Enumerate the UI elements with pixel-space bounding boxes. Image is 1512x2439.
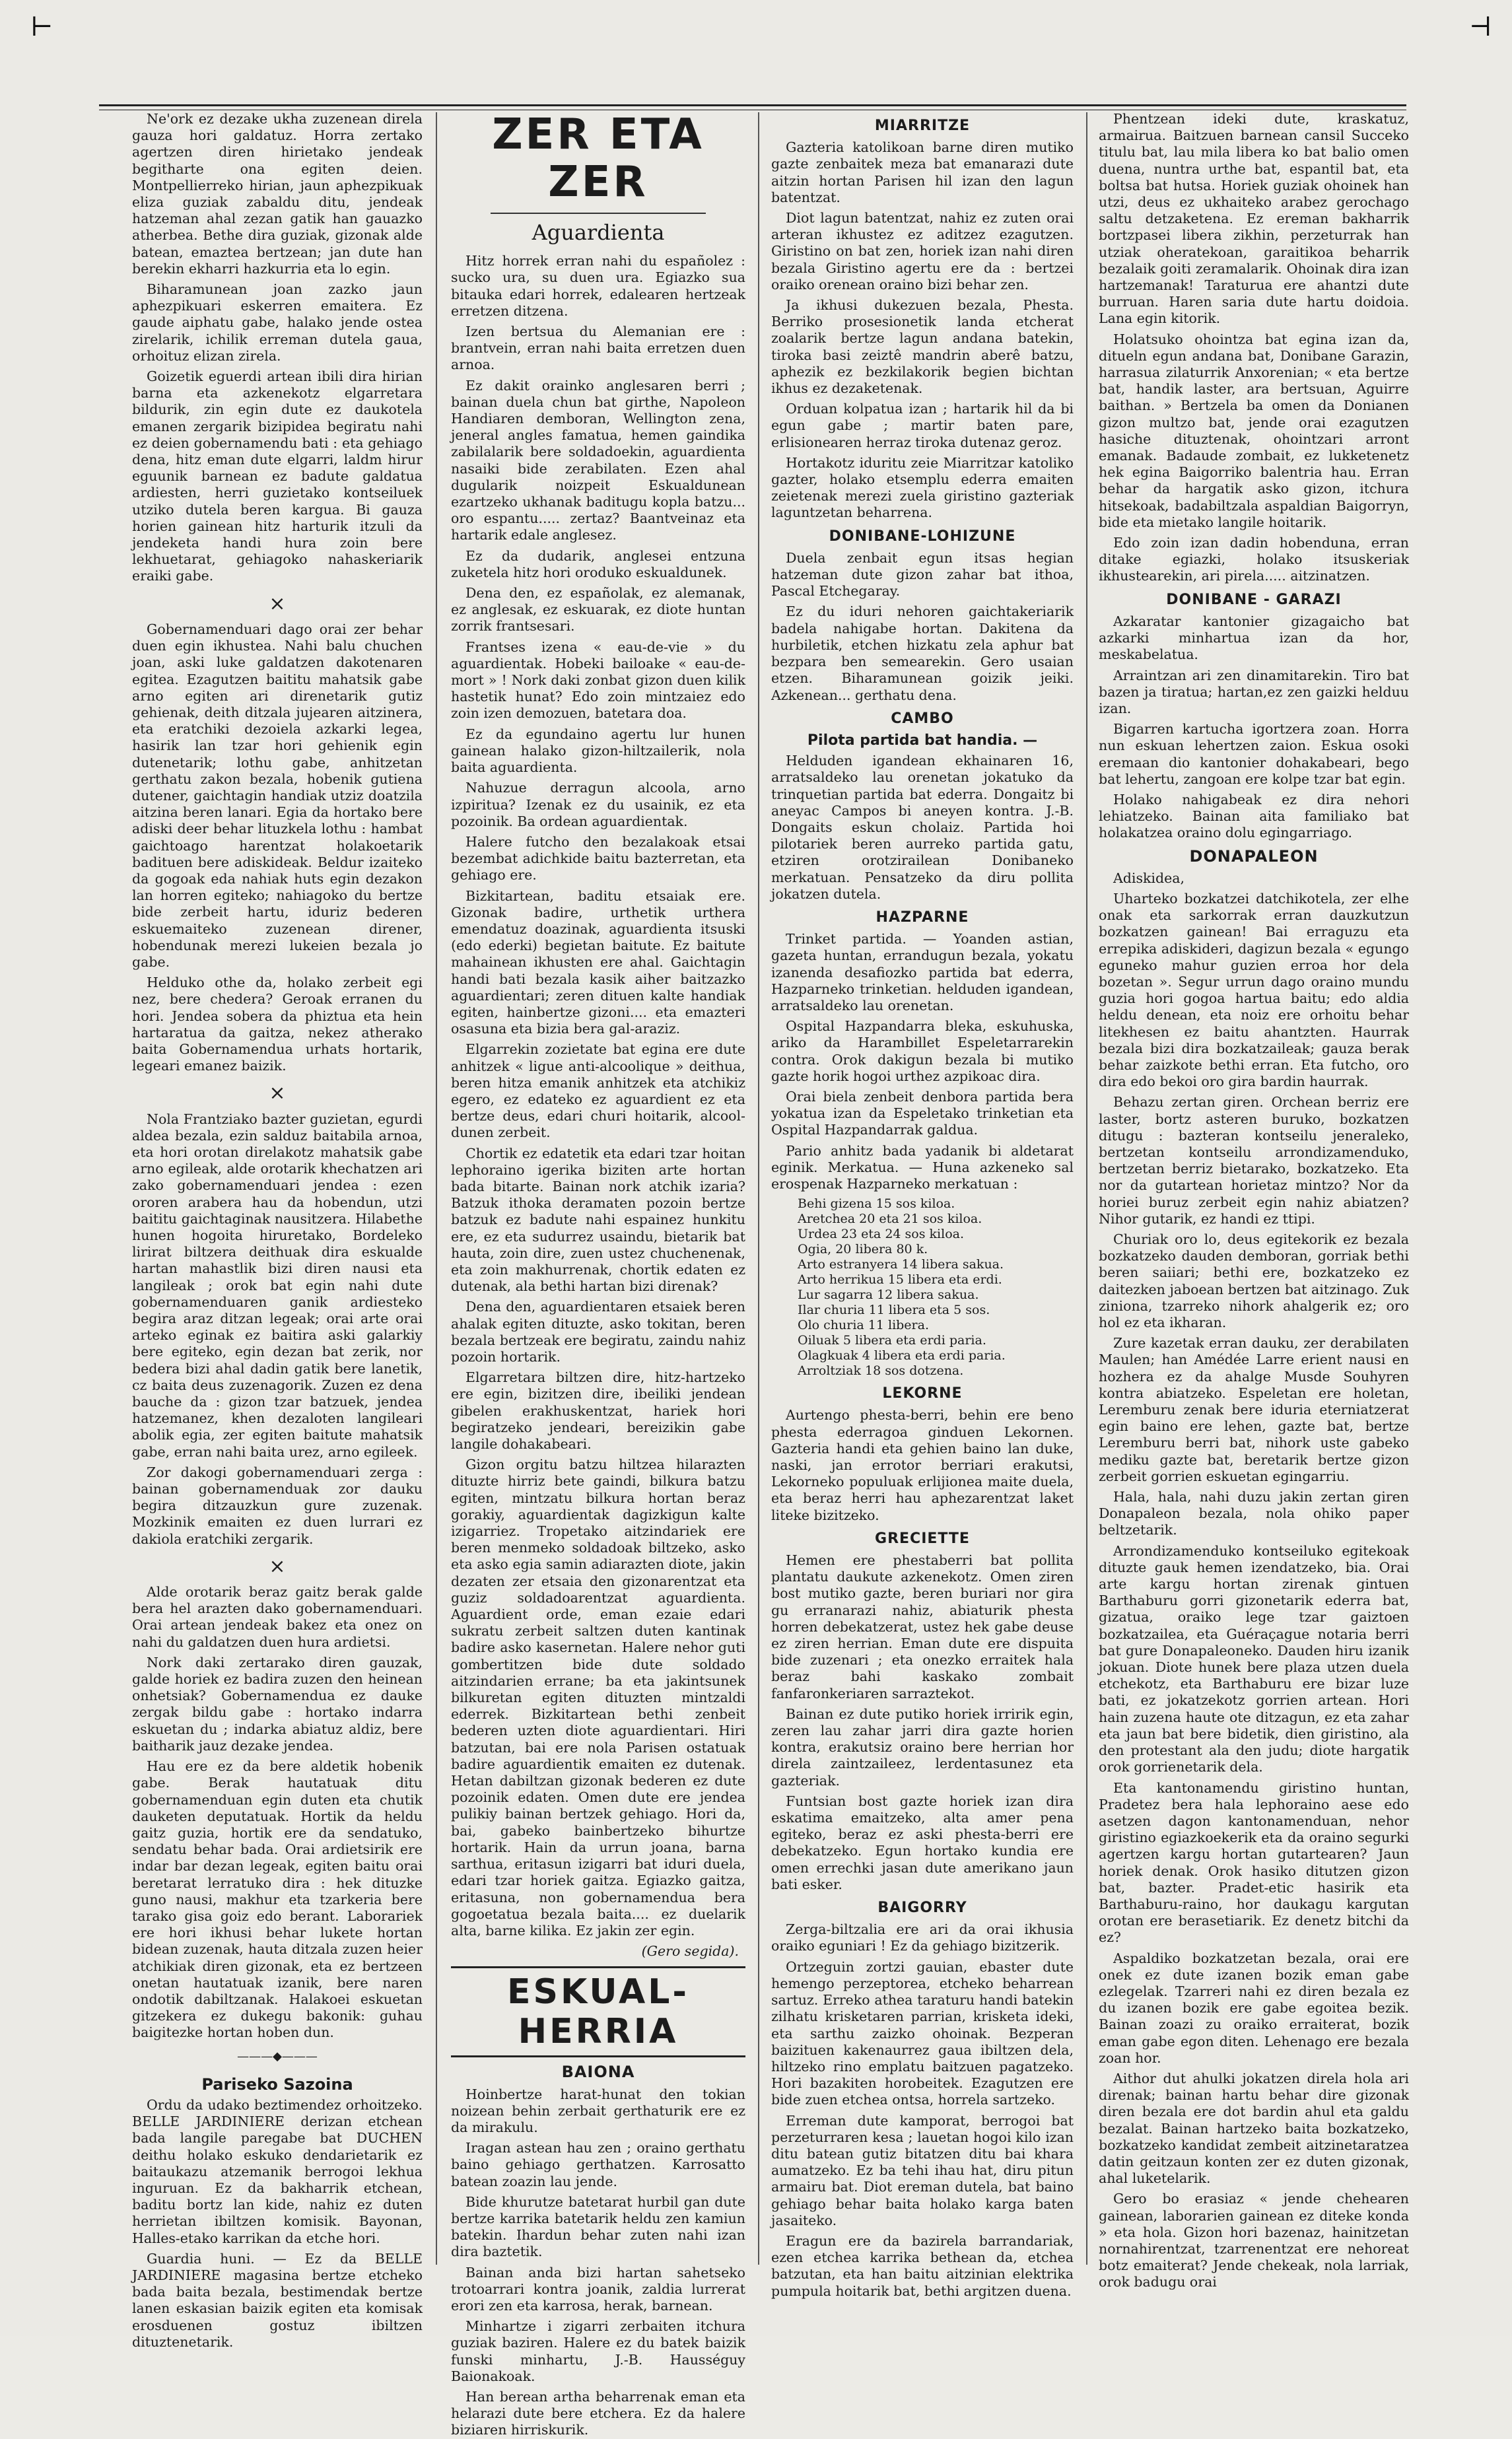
col2-paragraph: Chortik ez edatetik eta edari tzar hoitan lephoraino igerika biziten arte hortan bada bitarte. Bainan nork atchik izaria? Batzuk ithoka deramaten pozoin bertze batzuk ez badute nahi espainez hunkitu ere, ez eta sudurrez usaindu, bietarik bat hauta, zoin dire, zuen ustez chuchenenak, eta zoin makhurrenak, chortik edaten ez dutenak, ala bethi hartan bizi direnak? (451, 1145, 745, 1295)
price-line: Oiluak 5 libera eta erdi paria. (798, 1333, 986, 1348)
col1-paragraph: Goizetik eguerdi artean ibili dira hirian barna eta azkenekotz elgarretara bildurik, zin egin dute ez daukotela emanen zergarik bizipidea begiratu nahi ez deien gobernamendu bati : eta gehiago dena, hitz eman dute elgarri, laldm hirur eguunik barnean ez badute galdatua ardiesten, herri guzietako kontseiluek utziko dutela beren kargua. Bi gauza horien gainean hitz harturik itzuli da jendeketa handi hura zoin bere lekhuetarat, gehiagoko nahaskeriarik eraiki gabe. (132, 368, 423, 584)
col2-paragraph: Ez da dudarik, anglesei entzuna zuketela hitz hori oroduko eskualdunek. (451, 547, 745, 580)
col1-paragraph: Nork daki zertarako diren gauzak, galde horiek ez badira zuzen den heinean onhetsiak? Gobernamendua ez dauke zergak bildu gabe : hortako indarra eskuetan du ; indarka abiatuz aldiz, bere baitharik jauz dezake jendea. (132, 1654, 423, 1754)
heading-aguardienta: Aguardienta (532, 220, 665, 245)
col2-paragraph: Hoinbertze harat-hunat den tokian noizean behin zerbait gerthaturik ere ez da mirakulu. (451, 2086, 745, 2135)
col3-paragraph: Trinket partida. — Yoanden astian, gazeta huntan, errandugun bezala, yokatu izanenda desafiozko partida bat ederra, Hazparneko trinketian. helduden igandean, arratsaldeko lau orenetan. (771, 931, 1074, 1013)
price-line: Arroltziak 18 sos dotzena. (798, 1363, 964, 1379)
col4-paragraph: Churiak oro lo, deus egitekorik ez bezala bozkatzeko dauden demboran, gorriak bethi beren saiiari; bethi ere, bozkatzeko ez daitezken jaboean bertzen bat aitzinago. Zuk ziniona, tzarreko nihork ahalgerik ez; oro hol ez eta ikharan. (1099, 1231, 1409, 1331)
col1-paragraph: Alde orotarik beraz gaitz berak galde bera hel arazten dako gobernamenduari. Orai artean jendeak bakez eta onez on nahi du galdatzen duen hura ardietsi. (132, 1584, 423, 1650)
column-4 (1099, 111, 1409, 2303)
col3-paragraph: Hemen ere phestaberri bat pollita plantatu daukute azkenekotz. Omen ziren bost mutiko gazte, beren buriari nor gira gu erranarazi nahiz, abiaturik phesta horren debekatzerat, ustez hek gabe deuse ez ziren herrian. Eman dute ere dispuita bide zuzenari ; eta onezko erraitek hala beraz bahi kaskako zombait fanfaronkeriaren sarraztekot. (771, 1552, 1074, 1701)
column-rule-3 (1086, 112, 1087, 2265)
col2-paragraph: Elgarretara biltzen dire, hitz-hartzeko ere egin, bizitzen dire, ibeiliki jendean gibelen erakhuskentzat, hariek hori begiratzeko jendeari, bereizikin gabe langile dohakabeari. (451, 1369, 745, 1453)
col2-paragraph: Ez da egundaino agertu lur hunen gainean halako gizon-hiltzailerik, nola baita aguardienta. (451, 726, 745, 776)
col2-paragraph: Dena den, aguardientaren etsaiek beren ahalak egiten dituzte, asko tokitan, beren bezala bertzeak ere begiratu, zaindu nahiz pozoin hortarik. (451, 1299, 745, 1365)
heading-donibane-garazi: DONIBANE - GARAZI (1166, 591, 1342, 608)
col1-paragraph: Gobernamenduari dago orai zer behar duen egin ikhustea. Nahi balu chuchen joan, aski luke galdatzen dakotenaren egitea. Ezagutzen baititu mahatsik gabe arno egiten ari direnetarik gutiz gehienak, deith ditzala jujearen aitzinera, eta eratchiki dezoiela azkarki legea, hasirik lan tzar hori gehienik egin dutenetarik; lothu gabe, anhitzetan gerthatu zakon bezala, hobenik gutiena dutener, gaichtagin handiak utziz doatzila aitzina beren lanari. Egia da hortako bere adiski deer behar lituzkela lothu : hambat gaichtoago harentzat holakoetarik badituen bere adiskideak. Beldur izaiteko da gogoak eda nahiak huts egin dezakon lan horren egiteko; nahiagoko du bertze bide zerbeit hartu, iduriz bederen eskuemaiteko zuzenean direner, hobendunak merezi lukeien bezala jo gabe. (132, 621, 423, 970)
separator-cross: × (269, 1082, 286, 1105)
col3-paragraph: Ospital Hazpandarra bleka, eskuhuska, ariko da Harambillet Espeletarrarekin contra. Orok dakigun bezala bi mutiko gazte horik hogoi urthez azpikoac dira. (771, 1018, 1074, 1084)
col2-paragraph: Hitz horrek erran nahi du españolez : sucko ura, su duen ura. Egiazko sua bitauka edari horrek, edalearen hertzeak erretzen ditzena. (451, 253, 745, 319)
col3-paragraph: Funtsian bost gazte horiek izan dira eskatima emaitzeko, alta amer pena egiteko, beraz ez aski phesta-berri ere debekatzeko. Egun hortako kundia ere omen errechki jasan dute amerikano jaun bati esker. (771, 1793, 1074, 1892)
col4-paragraph: Holatsuko ohointza bat egina izan da, ditueln egun andana bat, Donibane Garazin, harrasua zilaturrik Anxorenian; « eta bertze bat, handik laster, ara bertsuan, Aguirre baithan. » Bertzela ba omen da Donianen gizon multzo bat, jende orai ezagutzen hasiche dituztenak, ohointzari arront emanak. Badaude zombait, ez lukketenetz hek egina Baigorriko balentria hau. Erran behar da hargatik asko gizon, itchura hitsekoak, badabiltzala aspaldian Baigorryn, bide eta mietako langile hoitarik. (1099, 331, 1409, 530)
col1-paragraph: Nola Frantziako bazter guzietan, egurdi aldea bezala, ezin salduz baitabila arnoa, eta hori orotan direlakotz mahatsik gabe arno egileak, alde orotarik khechatzen ari zako gobernamenduari jendea : ezen ororen arabera hau da hobendun, utzi baititu gaichtaginak nausitzera. Hilabethe hunen hogoita hiruretako, Bordeleko lirirat biltzera deithuak dira eskualde hartan mahastlik bizi diren nausi eta langileak ; orok bat egin nahi dute gobernamenduaren ganik ardiesteko begira araz ditzan legeak; orai arte orai arteko eginak ez baitira aski galarkiy bere egiteko, egin dezan bat zerik, nor bedera bizi ahal dadin gatik bere lanetik, cz baita deus zuzenagorik. Zuzen ez dena bauche da : gizon tzar batzuek, jendea hatzemanez, khen dezaloten langileari abolik egia, zer egiten baitute mahatsik gabe, erran nahi baita urez, arno egileek. (132, 1111, 423, 1460)
col2-paragraph: Halere futcho den bezalakoak etsai bezembat adichkide baitu bazterretan, eta gehiago ere. (451, 833, 745, 883)
price-line: Lur sagarra 12 libera sakua. (798, 1288, 979, 1303)
heading-hazparne: HAZPARNE (876, 909, 969, 926)
top-rule (99, 104, 1406, 106)
column-rule-1 (436, 112, 437, 2265)
column-rule-2 (758, 112, 759, 2265)
col2-paragraph: Han berean artha beharrenak eman eta helarazi dute bere etchera. Ez da halere biziaren hirriskurik. (451, 2388, 745, 2438)
separator-cross: × (269, 1554, 286, 1578)
heading-baiona: BAIONA (561, 2063, 635, 2082)
col1-paragraph: Hau ere ez da bere aldetik hobenik gabe. Berak hautatuak ditu gobernamenduan egin duten eta chutik dauketen deputatuak. Hortik da heldu gaitz guzia, hortik ere da sendatuko, sendatu behar bada. Orai ardietsirik ere indar bar dezan legeak, egiten baitu orai beretarat lerratuko dira : hek dituzke guno nausi, makhur eta tzarkeria bere tarako gisa goiz edo berant. Laborariek ere hori ikhusi behar lukete hortan bidean zuzenak, hauta ditzala zuzen heier atchikiak diren gizonak, eta ez bertzeen onetan hautatuak izanik, bere naren ondotik dabiltzanak. Halakoei eskuetan gitzekera ez dukegu bakonik: guhau baigitezke hortan hoben dun. (132, 1758, 423, 2041)
col3-paragraph: Hortakotz iduritu zeie Miarritzar katoliko gazter, holako etsemplu ederra emaiten zeietenak merezi zuela giristino gazteriak laguntzetan beharrena. (771, 454, 1074, 521)
col3-paragraph: Ez du iduri nehoren gaichtakeriarik badela nahigabe hortan. Dakitena da hurbiletik, etchen hizkatu zela aphur bat bezpara ben semearekin. Gero usaian etzen. Biharamunean goizik jeiki. Azkenean... gerthatu dena. (771, 603, 1074, 703)
price-line: Olagkuak 4 libera eta erdi paria. (798, 1348, 1006, 1363)
col4-paragraph: Bigarren kartucha igortzera zoan. Horra nun eskuan lehertzen zaion. Eskua osoki eremaan dio kantonier dohakabeari, bego bat lehertu, zangoan ere kolpe tzar bat egin. (1099, 721, 1409, 787)
column-1 (132, 111, 423, 2350)
col2-paragraph: Ez dakit orainko anglesaren berri ; bainan duela chun bat girthe, Napoleon Handiaren demboran, Wellington zena, jeneral angles famatua, hemen gaindika zabilalarik bere soldadoekin, aguardienta nasaiki bide zerabilaten. Ezen ahal dugularik noizpeit Eskualdunean ezartzeko ukhanak baditugu kopla batzu... oro espantu..... zertaz? Baantveinaz eta hartarik edale anglesez. (451, 377, 745, 543)
col4-paragraph: Zure kazetak erran dauku, zer derabilaten Maulen; han Amédée Larre erient nausi en hozhera ez da ahalge Musde Souhyren kontra abiatzeko. Espeletan ere holetan, Leremburu zenak bere iduria eterniatzerat egin baino ere lehen, gazte bat, bertze Leremburu berri bat, nihork uste gabeko mediku gazte bat, beretarik bertze gizon zerbeit gorrien eskuetan egingarriu. (1099, 1335, 1409, 1484)
col1-paragraph: Zor dakogi gobernamenduari zerga : bainan gobernamenduak zor dauku begira ditzauzkun gure zuzenak. Mozkinik emaiten ez duen lurrari ez dakiola eratchiki zergarik. (132, 1464, 423, 1547)
col3-paragraph: Orduan kolpatua izan ; hartarik hil da bi egun gabe ; martir baten pare, erlisionearen herraz tiroka dutenaz geroz. (771, 401, 1074, 450)
col4-paragraph: Uharteko bozkatzei datchikotela, zer elhe onak eta sarkorrak erran dauzkutzun bozkatzen gainean! Bai erraguzu eta errepika adiskideri, dagizun bezala « egungo eguneko mahur guzien erroa hor dela bozetan ». Segur urrun dago oraino mundu guzia hori gogoa hartua baitu; edo aldia heldu denean, eta noiz ere orhoitu behar litekhesen ez baitu ahantzten. Haurrak bezala bizi dira bozkatzaileak; gauza berak behar zaizkote bethi erran. Eta futcho, oro dira edo bekoi oro gira bardin haurrak. (1099, 890, 1409, 1090)
column-3 (771, 111, 1074, 2303)
col2-paragraph: Iragan astean hau zen ; oraino gerthatu baino gehiago gerthatzen. Karrosatto batean zoazin lau jende. (451, 2140, 745, 2189)
crop-marker-right: ⊣ (1469, 12, 1492, 42)
col2-paragraph: Minhartze i zigarri zerbaiten itchura guziak baziren. Halere ez du batek baizik funski minhartu, J.-B. Hausséguy Baionakoak. (451, 2318, 745, 2384)
price-line: Behi gizena 15 sos kiloa. (798, 1196, 955, 1212)
col2-paragraph: Elgarrekin zozietate bat egina ere dute anhitzek « ligue anti-alcoolique » deithua, beren hitza emanik anhitzek eta atchikiz egero, ez edateko ez aguardient ez eta bertze deus, edari churi hoitarik, alcool-dunen zerbeit. (451, 1041, 745, 1141)
col1-paragraph: Guardia huni. — Ez da BELLE JARDINIERE magasina bertze etcheko bada baita bezala, bestimendak bertze lanen eskasian baizik egiten eta komisak erosduenen gostuz ibiltzen dituztenetarik. (132, 2250, 423, 2350)
col2-paragraph: Izen bertsua du Alemanian ere : brantvein, erran nahi baita erretzen duen arnoa. (451, 324, 745, 373)
heading-baigorry: BAIGORRY (877, 1900, 967, 1917)
col4-paragraph: Arrondizamenduko kontseiluko egitekoak dituzte gauk hemen izendatzeko, bia. Orai arte kargu hortan zirenak gintuen Barthaburu gorri gizonetarik ederra bat, gizatua, oraiko lege tzar gaiztoen bozkatzailea, eta Guéraçague notaria berri bat gure Donapaleoneko. Dauden hiru izanik jokuan. Diote hunek bere plaza utzen duela etchekotz, eta Barthaburu ere bizar luze bati, ez jokatzekotz gorrien artean. Hori hain zuzena haute ote ditzagun, ez eta zahar eta jaun bat bere bidetik, dien giristino, ala den protestant ala den judu; diote hargatik orok gorrienetarik dela. (1099, 1542, 1409, 1775)
column-2 (451, 110, 745, 2438)
separator-cross: × (269, 592, 286, 615)
heading-donapaleon: DONAPALEON (1189, 846, 1319, 866)
col4-paragraph: Eta kantonamendu giristino huntan, Pradetez bera hala lephoraino aese edo asetzen dagon kantonamenduan, nehor giristino egiazkoekerik eta da oraino segurki agertzen kargu hortan gutartearen? Jaun horiek denak. Orok hasiko ditutzen gizon bat, bazter. Pradet-etic hasirik eta Barthaburu-raino, hor daukagu kargutan orotan ere berasetiarik. Ez denetz bitchi da ez? (1099, 1779, 1409, 1946)
col3-paragraph: Orai biela zenbeit denbora partida bera yokatua izan da Espeletako trinketian eta Ospital Hazpandarrak galdua. (771, 1088, 1074, 1138)
col4-paragraph: Arraintzan ari zen dinamitarekin. Tiro bat bazen ja tiratua; hartan,ez zen gaizki helduu izan. (1099, 667, 1409, 716)
col4-paragraph: Gero bo erasiaz « jende chehearen gainean, laborarien gainean ez diteke konda » eta hola. Gizon hori bazenaz, hainitzetan nornahirentzat, tzarrenentzat ere nehoreat botz emaiterat? Jende chekeak, nola larriak, orok badugu orai (1099, 2191, 1409, 2290)
heading-donibane-lohizune: DONIBANE-LOHIZUNE (829, 528, 1016, 545)
price-line: Olo churia 11 libera. (798, 1318, 929, 1333)
col2-paragraph: Dena den, ez españolak, ez alemanak, ez anglesak, ez eskuarak, ez diote huntan zorrik frantsesari. (451, 585, 745, 635)
col2-paragraph: Gizon orgitu batzu hiltzea hilarazten dituzte hirriz bete gaindi, bilkura batzu egiten, mintzatu bilkura hortan beraz gorakiy, aguardientak dagizkigun kalte izigarriez. Tropetako aitzindariek ere beren menmeko soldadoak biltzeko, asko eta asko egia samin adiarazten diote, jakin dezaten zer etsaia den gizonarentzat eta guziz soldadoarentzat aguardienta. Aguardient orde, eman ezaie edari sukratu zerbeit saltzen duten kantinak badire asko kasernetan. Halere nehor guti gombertitzen bide dute soldado aitzindarien errane; ba eta jakintsunek bilkuretan egiten dituzten mintzaldi ederrek. Bizkitartean bethi zenbeit bederen uzten diote aguardientari. Hiri batzutan, bai ere nola Parisen ostatuak badire aguardientik emaiten ez dutenak. Hetan dabiltzan gizonak bederen ez dute pozoinik edaten. Omen dute ere jendea pulikiy bainan bertzek gehiago. Hori da, bai, gabeko bainbertzeko bihurtze hortarik. Hain da urrun joana, barna sarthua, eritasun izigarri bat iduri duela, edari tzar horiek gaitza. Egiazko gaitza, eritasuna, non gobernamendua bera gogoetatua bezala baita.... ez duelarik alta, barne kilika. Ez jakin zer egin. (451, 1457, 745, 1939)
heading-pariseko-sazoina: Pariseko Sazoina (201, 2075, 353, 2094)
col3-paragraph: Eragun ere da bazirela barrandariak, ezen etchea karrika bethean da, etchea batzutan, eta han baitu aitzinian elektrika pumpula hoitarik bat, bethi argitzen duena. (771, 2232, 1074, 2299)
col4-paragraph: Aspaldiko bozkatzetan bezala, orai ere onek ez dute izanen bozik eman gabe ezlegelak. Tzarreri nahi ez diren bezala ez du izanen bozik ere gabe egoitea bezik. Bainan zoazi zu oraiko erraiterat, bozik eman gabe egon diten. Lehenago ere bezala zoan hor. (1099, 1950, 1409, 2066)
price-line: Aretchea 20 eta 21 sos kiloa. (798, 1212, 982, 1227)
col1-paragraph: Biharamunean joan zazko jaun aphezpikuari eskerren emaitera. Ez gaude aiphatu gabe, halako jende ostea zirelarik, ichilik erreman dutela gaua, orhoituz elizan zirela. (132, 281, 423, 364)
col3-paragraph: Zerga-biltzalia ere ari da orai ikhusia oraiko eguniari ! Ez da gehiago bizitzerik. (771, 1921, 1074, 1954)
crop-marker-left: ⊢ (30, 12, 53, 42)
col2-paragraph: Bainan anda bizi hartan sahetseko trotoarrari kontra joanik, zaldia lurrerat erori zen eta karrosa, herak, barnean. (451, 2264, 745, 2314)
rule (491, 213, 706, 214)
col3-paragraph: Pario anhitz bada yadanik bi aldetarat eginik. Merkatua. — Huna azkeneko sal erospenak Hazparneko merkatuan : (771, 1142, 1074, 1192)
masthead-eskual-herria: ESKUAL-HERRIA (451, 1966, 745, 2057)
col3-paragraph: Bainan ez dute putiko horiek irririk egin, zeren lau zahar jarri dira gazte horien kontra, erakutsiz oraino bere herrian hor direla zaintzaileez, lerdentasunez eta gazteriak. (771, 1705, 1074, 1789)
heading-miarritze: MIARRITZE (874, 118, 971, 134)
col1-paragraph: Ne'ork ez dezake ukha zuzenean direla gauza hori galdatuz. Horra zertako agertzen diren hirietako jendeak begitharte ona egiten deien. Montpellierreko hirian, jaun aphezpikuak eliza guziak zabaldu ditu, jendeak hatzeman ahal zezan gatik han gauazko atherbea. Bethe dira guziak, gizonak alde batean, emaztea bertzean; jan dute han berekin ekharri hazkurria eta lo egin. (132, 111, 423, 277)
col4-paragraph: Behazu zertan giren. Orchean berriz ere laster, bortz asteren buruko, bozkatzen ditugu : bazteran kontseilu jeneraleko, bertzetan kontseilu arrondizamenduko, bertzetan berriz bietarako, bozkatzeko. Eta nor da gutartean horietaz mintzo? Nor da horiei buruz zerbeit egin nahiz abiatzen? Nihor gutarik, ez handi ez ttipi. (1099, 1094, 1409, 1227)
col4-paragraph: Hala, hala, nahi duzu jakin zertan giren Donapaleon bezala, nola ohiko paper beltzetarik. (1099, 1489, 1409, 1538)
heading-greciette: GRECIETTE (875, 1530, 970, 1547)
col2-paragraph: Frantses izena « eau-de-vie » du aguardientak. Hobeki bailoake « eau-de-mort » ! Nork daki zonbat gizon duen kilik hastetik hunat? Edo zoin mintzaiez edo zoin izen demozuen, batetara doa. (451, 638, 745, 722)
col2-paragraph: Nahuzue derragun alcoola, arno izpiritua? Izenak ez du usainik, ez eta pozoinik. Ba ordean aguardientak. (451, 780, 745, 829)
subheading-pilota: Pilota partida bat handia. — (807, 732, 1038, 749)
heading-cambo: CAMBO (891, 710, 954, 727)
price-line: Ogia, 20 libera 80 k. (798, 1242, 928, 1257)
heading-lekorne: LEKORNE (882, 1385, 963, 1402)
col2-paragraph: Bide khurutze batetarat hurbil gan dute bertze karrika batetarik heldu zen kamiun batekin. Ihardun behar zuten nahi izan dira baztetik. (451, 2193, 745, 2260)
col3-paragraph: Erreman dute kamporat, berrogoi bat perzeturraren kesa ; lauetan hogoi kilo izan ditu batean gutiz bitatzen ditu bai khara aumatzeko. Ez ba tehi ihau hat, diru pitun armairu bat. Diot ereman dutela, bat baino gehiago behar baita holako karga baten jasaiteko. (771, 2112, 1074, 2228)
col3-paragraph: Diot lagun batentzat, nahiz ez zuten orai arteran ikhustez ez aditzez ezagutzen. Giristino on bat zen, horiek izan nahi diren bezala Giristino agertu ere da : bertzei oraiko orenean oraino bizi behar zen. (771, 210, 1074, 292)
masthead-zer-eta-zer: ZER ETA ZER (492, 110, 704, 207)
col3-paragraph: Duela zenbait egun itsas hegian hatzeman dute gizon zahar bat ithoa, Pascal Etchegaray. (771, 549, 1074, 600)
ornament-divider: ———◆——— (237, 2049, 318, 2063)
col4-paragraph: Azkaratar kantonier gizagaicho bat azkarki minhartua izan da hor, meskabelatua. (1099, 613, 1409, 663)
col4-paragraph: Aithor dut ahulki jokatzen direla hola ari direnak; bainan hartu behar dire gizonak diren bezala ere dot bardin ahul eta galdu bezalat. Bainan hartzeko baita bozkatzeko, bozkatzeko kandidat zembeit aitzinetaratzea datin geitzaun konten zer ez duten gizonak, ahal luketelarik. (1099, 2070, 1409, 2187)
price-line: Urdea 23 eta 24 sos kiloa. (798, 1227, 965, 1242)
col1-paragraph: Helduko othe da, holako zerbeit egi nez, bere chedera? Geroak erranen du hori. Jendea sobera da phiztua eta hein hartaratua da gaitza, nekez atherako baita Gobernamendua urhats hortarik, legeari emanez baizik. (132, 975, 423, 1074)
col4-paragraph: Edo zoin izan dadin hobenduna, erran ditake egiazki, holako itsuskeriak ikhustearekin, ari pirela..... aitzinatzen. (1099, 535, 1409, 584)
col2-paragraph: Bizkitartean, baditu etsaiak ere. Gizonak badire, urthetik urthera emendatuz doazinak, aguardienta itsuski (edo ederki) begietan baitute. Ez baitute mahainean ikhusten ere ahal. Gaichtagin handi bati bezala kasik aiher baitzazko aguardientari; zeren dituen kalte handiak egiten, hainbertze gizoni.... eta emazteri osasuna eta bizia bera gal-araziz. (451, 887, 745, 1037)
col4-paragraph: Holako nahigabeak ez dira nehori lehiatzeko. Bainan aita familiako bat holakatzea oraino dolu egingarriago. (1099, 791, 1409, 841)
col3-paragraph: Gazteria katolikoan barne diren mutiko gazte zenbaitek meza bat emanarazi dute aitzin hortan Parisen hil izan den lagun batentzat. (771, 139, 1074, 205)
col3-paragraph: Ortzeguin zortzi gauian, ebaster dute hemengo perzeptorea, etcheko beharrean sartuz. Erreko athea taraturu handi batekin zilhatu krisketaren parrian, krisketa ideki, eta sarthu zaizko ohoinak. Bezperan baizituen kakenaurrez gaua ibiltzen dela, hiltzeko rino emplatu baitzuen pagatzeko. Hori bazakiten horobeitek. Ezagutzen ere bide zuen etchea ontsa, horrela sartzeko. (771, 1958, 1074, 2108)
col3-paragraph: Ja ikhusi dukezuen bezala, Phesta. Berriko prosesionetik landa etcherat zoalarik bertze lagun andana batekin, tiroka basi zeiztê mandrin aberê batzu, aphezik ez bezkilakorik begien bichtan ikhus ez dezaketenak. (771, 297, 1074, 397)
signature-gero-segida: (Gero segida). (641, 1943, 739, 1960)
col3-paragraph: Helduden igandean ekhainaren 16, arratsaldeko lau orenetan jokatuko da trinquetian partida bat ederra. Dongaitz bi aneyac Campos bi aneyen kontra. J.-B. Dongaits eskun cholaiz. Partida hoi pilotariek beren aurreko partida gatu, etziren orotzirailean Donibaneko merkatuan. Pensatzeko da diru pollita jokatzen dutela. (771, 753, 1074, 902)
price-line: Arto estranyera 14 libera sakua. (798, 1257, 1004, 1272)
col4-paragraph: Phentzean ideki dute, kraskatuz, armairua. Baitzuen barnean cansil Succeko titulu bat, lau mila libera ko bat balio omen duena, nuntra urthe bat, espantil bat, eta boltsa bat hutsa. Horiek guziak ohoinek han utzi, deus ez ukhaiteko arabez gerochago saltu detzaketena. Ez ereman bakharrik bortzpasei libera zikhin, perzeturrak han utziak oheratekoan, garaitikoa beharrik bezalaik goiti zeramalarik. Ohoinak dira izan hartzemanak! Taraturua ere ahantzi dute burruan. Haren saria dute hartu doidoia. Lana egin kitorik. (1099, 111, 1409, 327)
col1-paragraph: Ordu da udako beztimendez orhoitzeko. BELLE JARDINIERE derizan etchean bada langile paregabe bat DUCHEN deithu holako eskuko dendarietarik ez baitaukazu atzemanik berrogoi lekhua inguruan. Ez da bakharrik etchean, baditu bortz lan kide, nahiz ez duten herrietan ibiltzen komisik. Bayonan, Halles-etako karrikan da etche hori. (132, 2096, 423, 2246)
price-line: Arto herrikua 15 libera eta erdi. (798, 1272, 1002, 1288)
price-line: Ilar churia 11 libera eta 5 sos. (798, 1303, 990, 1318)
col3-paragraph: Aurtengo phesta-berri, behin ere beno phesta ederragoa ginduen Lekornen. Gazteria handi eta gehien baino lan duke, naski, jan errotor berriari erakutsi, Lekorneko populuak erlijionea maite duela, eta beraz herri hau aphezarentzat laket liteke bizitzeko. (771, 1407, 1074, 1523)
col4-paragraph: Adiskidea, (1113, 870, 1185, 886)
